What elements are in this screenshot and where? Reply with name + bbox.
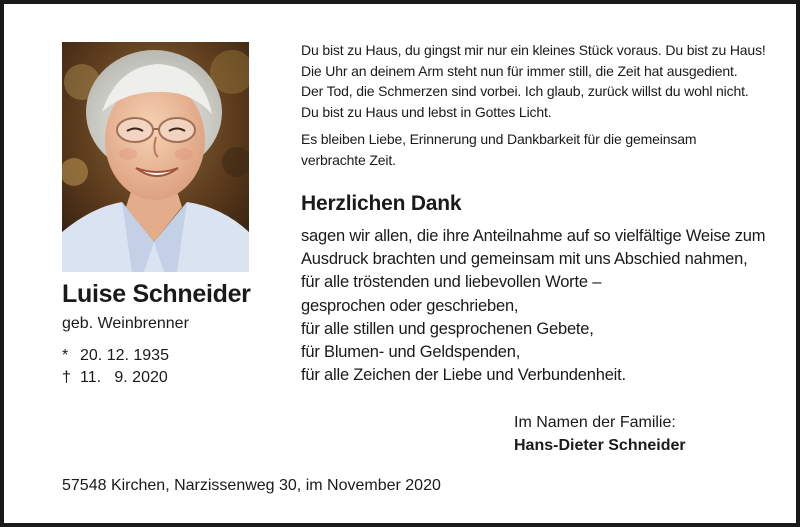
poem-line: Du bist zu Haus und lebst in Gottes Licht. [301, 103, 552, 120]
thanks-heading: Herzlichen Dank [301, 192, 462, 215]
portrait-photo [62, 42, 249, 272]
thanks-line: für alle stillen und gesprochenen Gebete, [301, 319, 594, 338]
poem-line: Der Tod, die Schmerzen sind vorbei. Ich glaub, zurück willst du wohl nicht. [301, 83, 749, 99]
death-date: 11. 9. 2020 [80, 369, 168, 386]
poem-line: Die Uhr an deinem Arm steht nun für immer still, die Zeit hat ausgedient. [301, 62, 738, 79]
birth-date: 20. 12. 1935 [80, 347, 169, 364]
life-dates [62, 345, 169, 389]
memorial-poem [301, 40, 771, 170]
thanks-line: für Blumen- und Geldspenden, [301, 343, 521, 362]
family-intro: Im Namen der Familie: [514, 414, 676, 431]
poem-line: Du bist zu Haus, du gingst mir nur ein kleines Stück voraus. Du bist zu Haus! [301, 42, 766, 58]
signatory-name: Hans-Dieter Schneider [514, 437, 686, 454]
thanks-line: für alle tröstenden und liebevollen Worte – [301, 273, 602, 292]
family-signature [514, 411, 686, 457]
maiden-name: geb. Weinbrenner [62, 315, 189, 332]
death-row [62, 367, 169, 389]
thanks-line: sagen wir allen, die ihre Anteilnahme auf so vielfältige Weise zum [301, 227, 766, 245]
death-cross-icon: † [62, 369, 71, 386]
thanks-line: Ausdruck brachten und gemeinsam mit uns Abschied nahmen, [301, 250, 748, 269]
poem-line: Es bleiben Liebe, Erinnerung und Dankbarkeit für die gemeinsam [301, 131, 697, 147]
portrait-image [62, 42, 249, 272]
thanks-line: für alle Zeichen der Liebe und Verbundenheit. [301, 366, 626, 385]
birth-star-icon: * [62, 347, 69, 364]
thanks-text [301, 225, 781, 387]
poem-line: verbrachte Zeit. [301, 151, 396, 168]
thanks-line: gesprochen oder geschrieben, [301, 296, 519, 315]
deceased-name: Luise Schneider [62, 280, 251, 308]
birth-row [62, 345, 169, 367]
address-line: 57548 Kirchen, Narzissenweg 30, im November 2020 [62, 477, 441, 494]
